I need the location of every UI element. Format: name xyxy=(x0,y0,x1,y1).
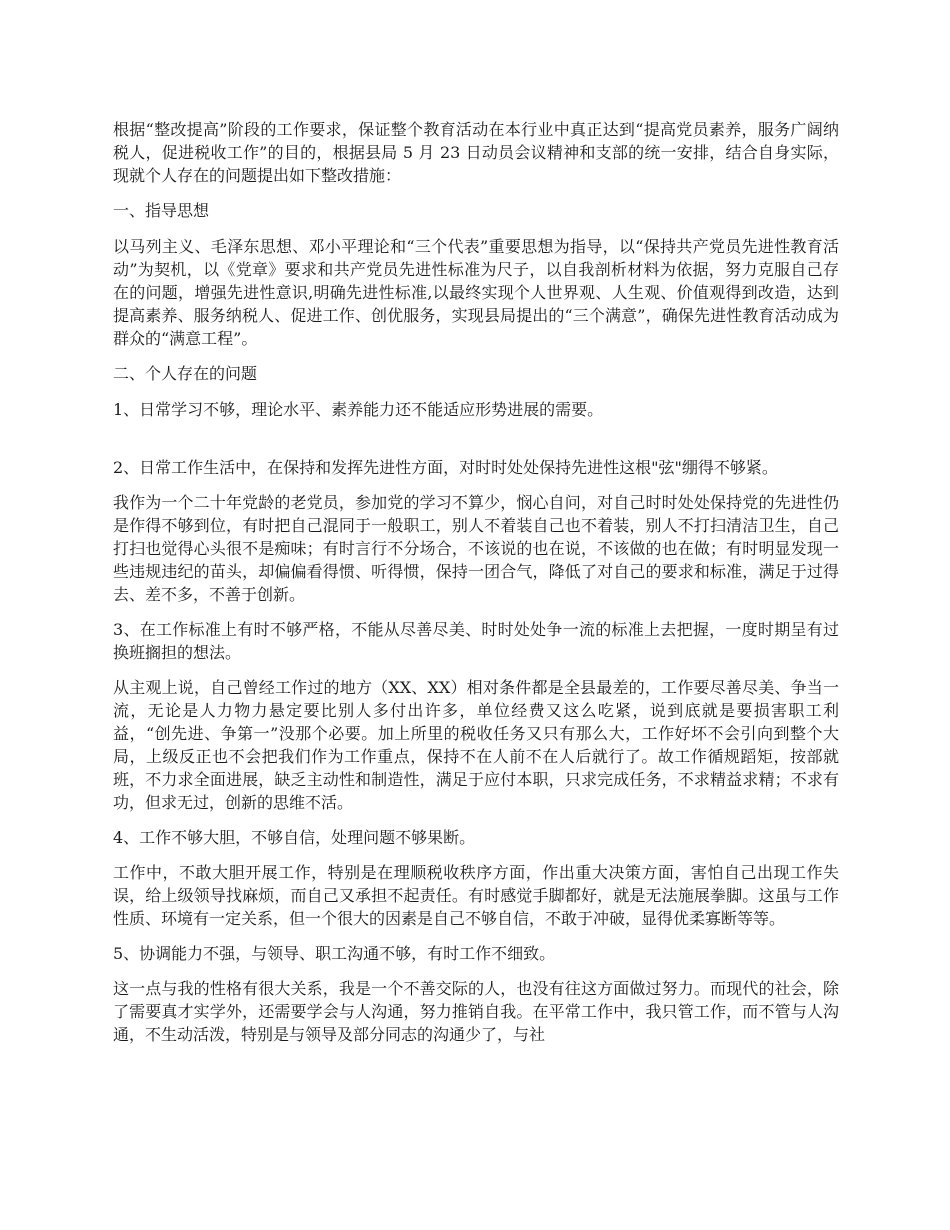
guiding-ideology-paragraph: 以马列主义、毛泽东思想、邓小平理论和“三个代表”重要思想为指导，以“保持共产党员先进性教育活动”为契机，以《党章》要求和共产党员先进性标准为尺子，以自我剖析材料为依据，努力克服自己存在的问题，增强先进性意识,明确先进性标准,以最终实现个人世界观、人生观、价值观得到改造，达到提高素养、服务纳税人、促进工作、创优服务，实现县局提出的“三个满意”，确保先进性教育活动成为群众的“满意工程”。 xyxy=(113,237,839,348)
problem-5-heading: 5、协调能力不强，与领导、职工沟通不够，有时工作不细致。 xyxy=(113,944,556,963)
problem-3-paragraph: 从主观上说，自己曾经工作过的地方（XX、XX）相对条件都是全县最差的，工作要尽善尽美、争当一流，无论是人力物力悬定要比别人多付出许多，单位经费又这么吃紧，说到底就是要损害职工利益，“创先进、争第一”没那个必要。加上所里的税收任务又只有那么大，工作好坏不会引向到整个大局，上级反正也不会把我们作为工作重点，保持不在人前不在人后就行了。故工作循规蹈矩，按部就班，不力求全面进展，缺乏主动性和制造性，满足于应付本职，只求完成任务，不求精益求精；不求有功，但求无过，创新的思维不活。 xyxy=(113,678,839,812)
problem-1-heading: 1、日常学习不够，理论水平、素养能力还不能适应形势进展的需要。 xyxy=(113,400,604,419)
problem-2-paragraph: 我作为一个二十年党龄的老党员，参加党的学习不算少，悯心自问，对自己时时处处保持党的先进性仍是作得不够到位，有时把自己混同于一般职工，别人不着装自己也不着装，别人不打扫清洁卫生，自己打扫也觉得心头很不是痴味；有时言行不分场合，不该说的也在说，不该做的也在做；有时明显发现一些违规违纪的苗头，却偏偏看得惯、听得惯，保持一团合气，降低了对自己的要求和标准，满足于过得去、差不多，不善于创新。 xyxy=(113,493,839,604)
problem-3-heading: 3、在工作标准上有时不够严格，不能从尽善尽美、时时处处争一流的标准上去把握，一度时期呈有过换班搁担的想法。 xyxy=(113,620,839,662)
intro-paragraph: 根据“整改提高”阶段的工作要求，保证整个教育活动在本行业中真正达到“提高党员素养，服务广阔纳税人，促进税收工作”的目的，根据县局 5 月 23 日动员会议精神和支部的统一安排，结合自身实际，现就个人存在的问题提出如下整改措施： xyxy=(113,120,839,185)
problem-2-heading: 2、日常工作生活中，在保持和发挥先进性方面，对时时处处保持先进性这根"弦"绷得不够紧。 xyxy=(113,458,778,477)
document-body xyxy=(113,118,839,1058)
section-heading-personal-problems: 二、个人存在的问题 xyxy=(113,364,258,383)
problem-4-heading: 4、工作不够大胆，不够自信，处理问题不够果断。 xyxy=(113,828,476,847)
problem-5-paragraph: 这一点与我的性格有很大关系，我是一个不善交际的人，也没有往这方面做过努力。而现代的社会，除了需要真才实学外，还需要学会与人沟通，努力推销自我。在平常工作中，我只管工作，而不管与人沟通，不生动活泼，特别是与领导及部分同志的沟通少了，与社 xyxy=(113,979,839,1044)
problem-4-paragraph: 工作中，不敢大胆开展工作，特别是在理顺税收秩序方面，作出重大决策方面，害怕自己出现工作失误，给上级领导找麻烦，而自己又承担不起责任。有时感觉手脚都好，就是无法施展拳脚。这虽与工作性质、环境有一定关系，但一个很大的因素是自己不够自信，不敢于冲破，显得优柔寡断等等。 xyxy=(113,863,839,928)
section-heading-guiding-ideology: 一、指导思想 xyxy=(113,201,210,220)
